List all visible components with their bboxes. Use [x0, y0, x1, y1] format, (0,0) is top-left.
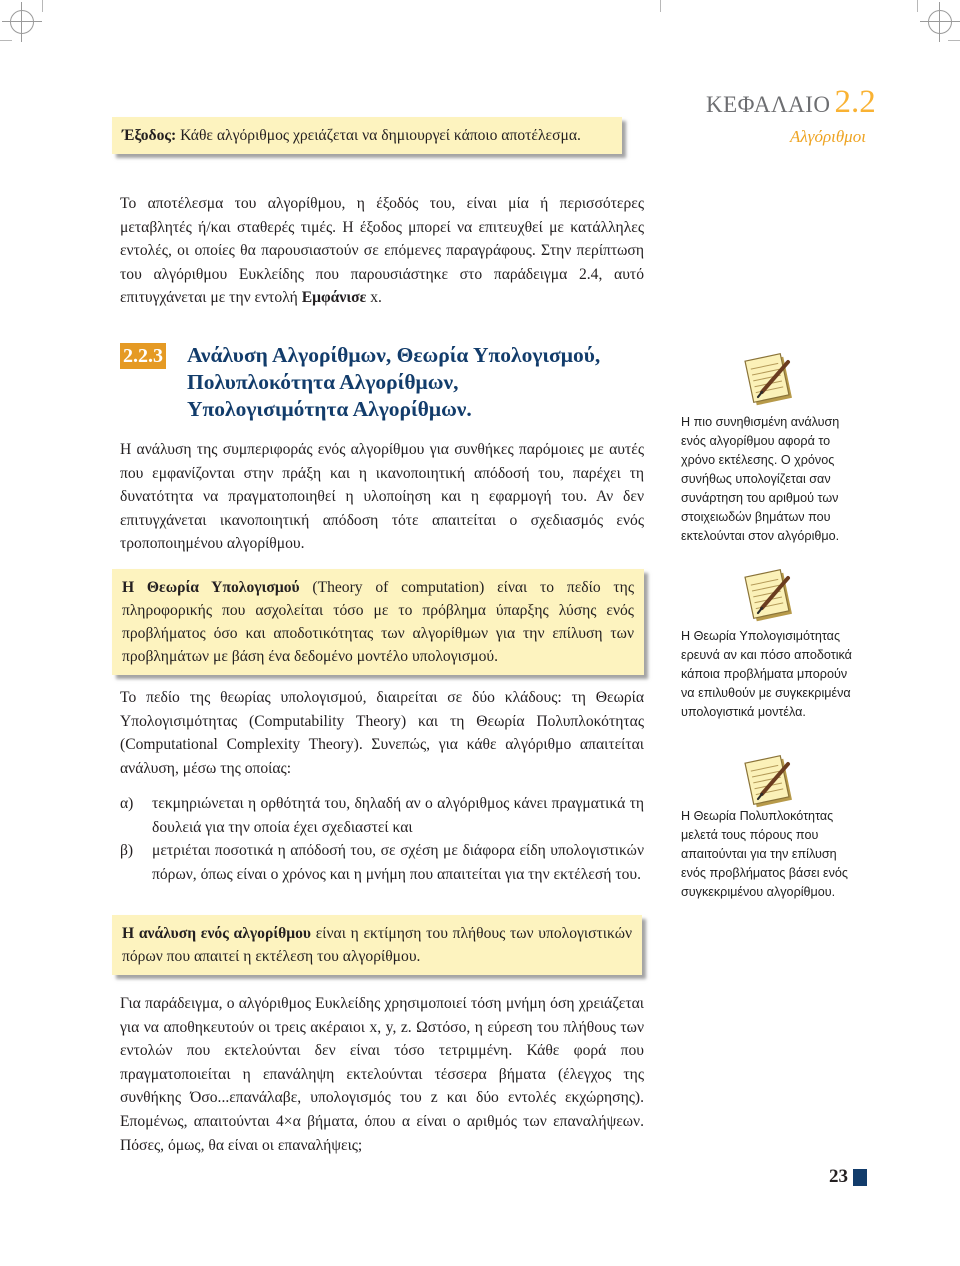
output-definition-text: Έξοδος: Κάθε αλγόριθμος χρειάζεται να δημιουργεί κάποιο αποτέλεσμα.	[122, 127, 581, 144]
page-number: 23	[829, 1166, 848, 1187]
trim-mark	[42, 0, 43, 12]
analysis-definition-box	[112, 915, 642, 975]
list-item: β) μετριέται ποσοτικά η απόδοσή του, σε σχέση με διάφορα είδη υπολογιστικών πόρων, όπως είναι ο χρόνος και η μνήμη που απαιτείται για την εκτέλεσή του.	[120, 842, 644, 883]
chapter-subtitle: Αλγόριθμοι	[790, 127, 866, 146]
page-footer	[829, 1166, 867, 1188]
sidenote: Η πιο συνηθισμένη ανάλυση ενός αλγορίθμου αφορά το χρόνο εκτέλεσης. Ο χρόνος συνήθως υπολογίζεται σαν συνάρτηση του αριθμού των στοιχειωδών βημάτων που εκτελούνται στον αλγόριθμο.	[681, 415, 840, 543]
crop-mark-top-right	[928, 10, 952, 34]
trim-mark	[0, 40, 12, 41]
paragraph-output: Το αποτέλεσμα του αλγορίθμου, η έξοδός του, είναι μία ή περισσότερες μεταβλητές ή/και σταθερές τιμές. Η έξοδος μπορεί να επιτευχθεί με κατάλληλες εντολές, οι οποίες θα παρουσιαστούν σε επόμενες παραγράφους. Στην περίπτωση του αλγόριθμου Ευκλείδης που παρουσιάστηκε στο παράδειγμα 2.4, αυτό επιτυγχάνεται με την εντολή Εμφάνισε x.	[120, 195, 644, 307]
analysis-list	[120, 792, 644, 886]
paragraph-branches: Το πεδίο της θεωρίας υπολογισμού, διαιρείται σε δύο κλάδους: τη Θεωρία Υπολογισιμότητας (Computability Theory) και τη Θεωρία Πολυπλοκότητας (Computational Complexity Theory). Συνεπώς, για κάθε αλγόριθμο απαιτείται ανάλυση, μέσω της οποίας:	[120, 689, 644, 777]
theory-definition-text: Η Θεωρία Υπολογισμού (Theory of computation) είναι το πεδίο της πληροφορικής που ασχολείται τόσο με το πρόβλημα ύπαρξης λύσης ενός προβλήματος όσο και αποδοτικότητας των αλγορίθμων για την επίλυση των προβλημάτων με βάση ένα δεδομένο μοντέλο υπολογισμού.	[122, 579, 634, 665]
output-definition-box	[112, 117, 622, 154]
analysis-definition-text: Η ανάλυση ενός αλγορίθμου είναι η εκτίμηση του πλήθους των υπολογιστικών πόρων που απαιτεί η εκτέλεση του αλγορίθμου.	[122, 925, 633, 965]
crop-mark-top-left	[10, 10, 34, 34]
trim-mark	[917, 0, 918, 12]
theory-definition-term: Η Θεωρία Υπολογισμού	[122, 579, 300, 596]
page-number-marker	[853, 1169, 867, 1186]
notepad-pen-icon	[744, 752, 794, 808]
sidenote: Η Θεωρία Υπολογισιμότητας ερευνά αν και πόσο αποδοτικά κάποια προβλήματα μπορούν να επιλυθούν με συγκεκριμένα υπολογιστικά μοντέλα.	[681, 629, 852, 719]
trim-mark	[948, 40, 960, 41]
section-number: 2.2.3	[120, 344, 166, 368]
notepad-pen-icon	[744, 566, 794, 622]
command-emfanise: Εμφάνισε	[301, 289, 367, 307]
chapter-label: ΚΕΦΑΛΑΙΟ	[706, 92, 831, 117]
notepad-pen-icon	[744, 350, 794, 406]
output-definition-term: Έξοδος:	[122, 127, 177, 144]
chapter-header	[706, 84, 876, 121]
list-item: α) τεκμηριώνεται η ορθότητά του, δηλαδή αν ο αλγόριθμος κάνει πραγματικά τη δουλειά για την οποία έχει σχεδιαστεί και	[120, 795, 644, 836]
chapter-number: 2.2	[834, 84, 876, 120]
paragraph-example: Για παράδειγμα, ο αλγόριθμος Ευκλείδης χρησιμοποιεί τόση μνήμη όση χρειάζεται για να αποθηκευτούν οι τρεις ακέραιοι x, y, z. Ωστόσο, η εύρεση του πλήθους των εντολών που εκτελούνται δεν είναι τόσο τετριμμένη. Κάθε φορά που πραγματοποιείται η επανάληψη εκτελούνται τέσσερα βήματα (έλεγχος της συνθήκης Όσο...επανάλαβε, υπολογισμός του z και δύο εντολές εκχώρησης). Επομένως, απαιτούνται 4×α βήματα, όπου α είναι ο αριθμός των επαναλήψεων. Πόσες, όμως, θα είναι οι επαναλήψεις;	[120, 995, 644, 1154]
analysis-definition-term: Η ανάλυση ενός αλγορίθμου	[122, 925, 312, 942]
trim-mark	[660, 0, 661, 12]
sidenote: Η Θεωρία Πολυπλοκότητας μελετά τους πόρους που απαιτούνται για την επίλυση ενός προβλήματος βάσει ενός συγκεκριμένου αλγορίθμου.	[681, 809, 848, 899]
paragraph-analysis: Η ανάλυση της συμπεριφοράς ενός αλγορίθμου για συνθήκες παρόμοιες με αυτές που εμφανίζονται στην πράξη και η ικανοποιητική απόδοσή του, παρέχει τη δυνατότητα να πραγματοποιηθεί η υλοποίηση και η εφαρμογή του. Αν δεν επιτυγχάνεται ικανοποιητική απόδοση τότε απαιτείται ο σχεδιασμός ενός τροποποιημένου αλγορίθμου.	[120, 441, 644, 553]
theory-definition-box	[112, 569, 644, 675]
section-title: Ανάλυση Αλγορίθμων, Θεωρία Υπολογισμού, Πολυπλοκότητα Αλγορίθμων, Υπολογισιμότητα Αλγορίθμων.	[187, 343, 601, 421]
